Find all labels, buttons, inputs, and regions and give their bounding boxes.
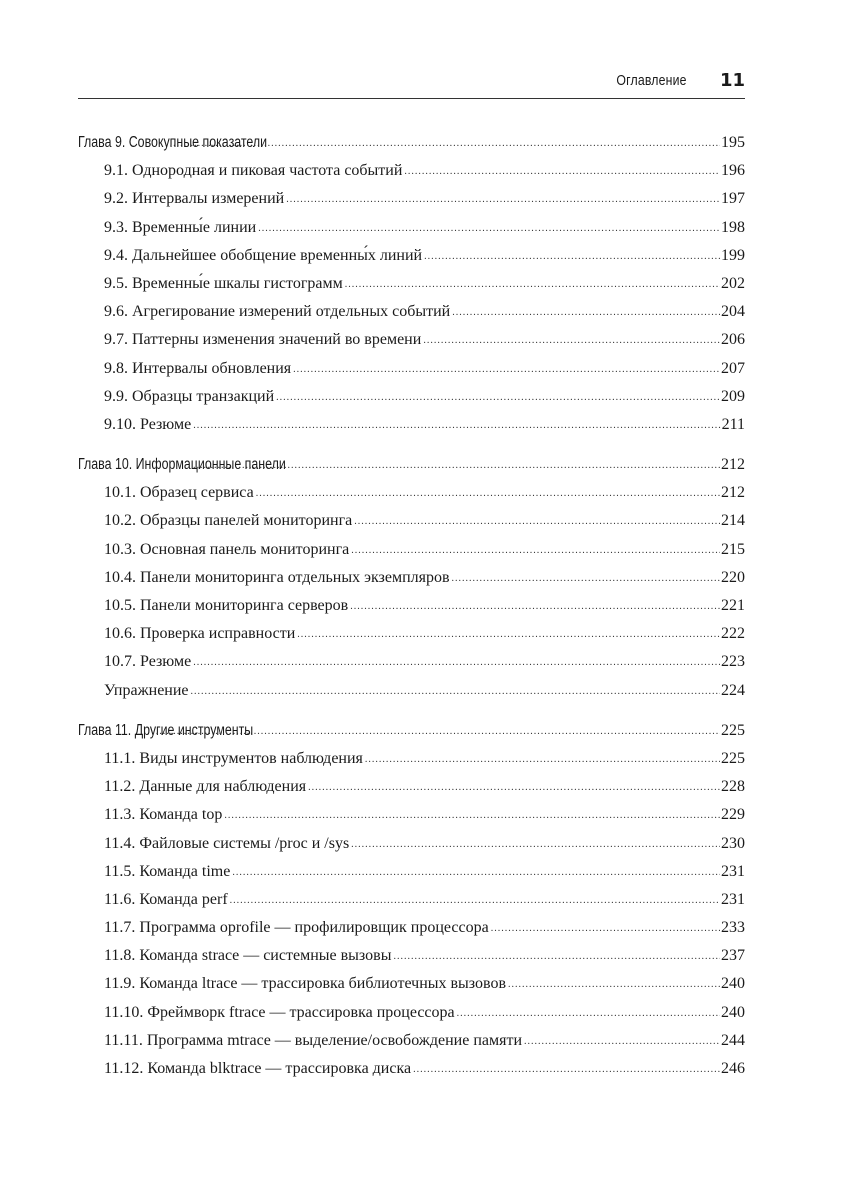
section-entry-title: 10.1. Образец сервиса: [104, 484, 254, 502]
section-entry[interactable]: [78, 750, 745, 778]
section-entry-title: 11.11. Программа mtrace — выделение/освобождение памяти: [104, 1031, 523, 1049]
section-entry[interactable]: [78, 1060, 745, 1088]
section-entry-page: 222: [721, 625, 745, 643]
section-entry-page: 198: [721, 218, 745, 236]
section-entry-page: 212: [721, 484, 745, 502]
section-entry-title: 11.1. Виды инструментов наблюдения: [104, 749, 363, 767]
header-page-number: 11: [719, 70, 745, 91]
dot-leader: [393, 951, 720, 962]
section-entry-page: 224: [721, 681, 745, 699]
section-entry[interactable]: [78, 388, 745, 416]
dot-leader: [232, 867, 720, 878]
section-entry-page: 225: [721, 749, 745, 767]
section-entry-page: 196: [721, 162, 745, 180]
section-entry[interactable]: [78, 891, 745, 919]
dot-leader: [365, 754, 720, 765]
section-entry[interactable]: [78, 512, 745, 540]
section-entry-title: 11.2. Данные для наблюдения: [104, 778, 307, 796]
dot-leader: [524, 1036, 720, 1047]
chapter-block: [78, 722, 745, 1088]
section-entry-page: 211: [721, 415, 745, 433]
section-entry-title: 11.3. Команда top: [104, 806, 223, 824]
section-entry-page: 230: [721, 834, 745, 852]
section-entry-title: 11.8. Команда strace — системные вызовы: [104, 947, 392, 965]
dot-leader: [491, 923, 720, 934]
section-entry-page: 215: [721, 540, 745, 558]
dot-leader: [224, 810, 720, 821]
section-entry-page: 221: [721, 597, 745, 614]
section-entry-title: 10.6. Проверка исправности: [104, 625, 296, 643]
section-entry-page: 228: [721, 778, 745, 796]
section-entry-title: 9.10. Резюме: [104, 415, 192, 433]
section-entry[interactable]: [78, 541, 745, 569]
chapter-entry-page: 212: [721, 456, 745, 474]
section-entry-title: 10.4. Панели мониторинга отдельных экземпляров: [104, 568, 450, 586]
section-entry-page: 237: [721, 947, 745, 965]
dot-leader: [508, 979, 720, 990]
dot-leader: [404, 166, 720, 177]
dot-leader: [193, 420, 720, 431]
section-entry[interactable]: [78, 947, 745, 975]
chapter-entry-title: Глава 10. Информационные панели: [78, 456, 286, 474]
section-entry[interactable]: [78, 1032, 745, 1060]
section-entry[interactable]: [78, 597, 745, 625]
chapter-entry[interactable]: [78, 134, 745, 162]
section-entry[interactable]: [78, 190, 745, 218]
section-entry-page: 244: [721, 1031, 745, 1049]
section-entry-page: 246: [721, 1060, 745, 1077]
section-entry[interactable]: [78, 275, 745, 303]
chapter-entry-page: 225: [721, 721, 745, 739]
section-entry[interactable]: [78, 653, 745, 681]
section-entry-title: 11.5. Команда time: [104, 862, 231, 880]
dot-leader: [457, 1008, 720, 1019]
section-entry[interactable]: [78, 162, 745, 190]
chapter-block: [78, 456, 745, 710]
section-entry[interactable]: [78, 360, 745, 388]
dot-leader: [286, 194, 720, 205]
dot-leader: [424, 251, 720, 262]
dot-leader: [293, 364, 720, 375]
section-entry[interactable]: [78, 625, 745, 653]
chapter-entry-title: Глава 11. Другие инструменты: [78, 721, 254, 739]
section-entry-page: 220: [721, 568, 745, 586]
chapter-entry-page: 195: [721, 134, 745, 151]
section-entry-title: 9.7. Паттерны изменения значений во времени: [104, 331, 422, 349]
dot-leader: [258, 223, 720, 234]
chapter-entry[interactable]: [78, 722, 745, 750]
dot-leader: [452, 573, 720, 584]
section-entry-title: 11.10. Фреймворк ftrace — трассировка процессора: [104, 1003, 455, 1021]
section-entry[interactable]: [78, 569, 745, 597]
section-entry-page: 223: [721, 653, 745, 671]
section-entry-page: 207: [721, 359, 745, 377]
section-entry-title: 10.5. Панели мониторинга серверов: [104, 597, 349, 614]
section-entry-title: 9.6. Агрегирование измерений отдельных событий: [104, 303, 451, 321]
section-entry[interactable]: [78, 416, 745, 444]
dot-leader: [350, 601, 720, 612]
section-entry[interactable]: [78, 484, 745, 512]
dot-leader: [351, 839, 720, 850]
dot-leader: [276, 392, 720, 403]
section-entry-page: 199: [721, 246, 745, 264]
dot-leader: [308, 782, 720, 793]
section-entry-page: 240: [721, 1003, 745, 1021]
dot-leader: [423, 335, 720, 346]
running-header: [78, 68, 745, 99]
section-entry-title: 9.2. Интервалы измерений: [104, 190, 285, 208]
section-entry[interactable]: [78, 247, 745, 275]
section-entry-title: 9.3. Временны́е линии: [104, 218, 257, 236]
section-entry-title: 10.7. Резюме: [104, 653, 192, 671]
section-entry-title: 11.4. Файловые системы /proc и /sys: [104, 834, 350, 852]
section-entry-title: Упражнение: [104, 681, 189, 699]
dot-leader: [191, 686, 720, 697]
chapter-block: [78, 134, 745, 444]
section-entry-title: 11.12. Команда blktrace — трассировка диска: [104, 1060, 412, 1077]
section-entry-title: 11.9. Команда ltrace — трассировка библиотечных вызовов: [104, 975, 507, 993]
dot-leader: [256, 488, 720, 499]
dot-leader: [345, 279, 720, 290]
dot-leader: [193, 657, 720, 668]
section-entry[interactable]: [78, 1004, 745, 1032]
section-entry-title: 9.5. Временны́е шкалы гистограмм: [104, 274, 343, 292]
section-entry-title: 11.6. Команда perf: [104, 890, 228, 908]
section-entry[interactable]: [78, 975, 745, 1003]
section-entry-page: 231: [721, 862, 745, 880]
section-entry-title: 10.2. Образцы панелей мониторинга: [104, 512, 353, 530]
chapter-entry-title: Глава 9. Совокупные показатели: [78, 134, 268, 151]
dot-leader: [351, 545, 720, 556]
section-entry-title: 9.9. Образцы транзакций: [104, 387, 275, 405]
section-entry[interactable]: [78, 303, 745, 331]
section-entry-page: 240: [721, 975, 745, 993]
header-title: Оглавление: [616, 72, 687, 89]
section-entry-title: 11.7. Программа oprofile — профилировщик процессора: [104, 919, 489, 937]
section-entry[interactable]: [78, 778, 745, 806]
section-entry[interactable]: [78, 219, 745, 247]
section-entry-title: 9.1. Однородная и пиковая частота событий: [104, 162, 403, 180]
dot-leader: [193, 460, 720, 471]
dot-leader: [297, 629, 720, 640]
section-entry-page: 229: [721, 806, 745, 824]
dot-leader: [452, 307, 720, 318]
section-entry[interactable]: [78, 331, 745, 359]
section-entry-title: 9.8. Интервалы обновления: [104, 359, 292, 377]
section-entry-page: 197: [721, 190, 745, 208]
section-entry-page: 233: [721, 919, 745, 937]
chapter-entry[interactable]: [78, 456, 745, 484]
section-entry-page: 231: [721, 890, 745, 908]
dot-leader: [413, 1064, 720, 1075]
section-entry-title: 10.3. Основная панель мониторинга: [104, 540, 350, 558]
section-entry-page: 206: [721, 331, 745, 349]
section-entry[interactable]: [78, 682, 745, 710]
section-entry[interactable]: [78, 835, 745, 863]
section-entry[interactable]: [78, 863, 745, 891]
section-entry-page: 209: [721, 387, 745, 405]
section-entry[interactable]: [78, 806, 745, 834]
section-entry-page: 214: [721, 512, 745, 530]
section-entry-page: 202: [721, 274, 745, 292]
section-entry[interactable]: [78, 919, 745, 947]
section-entry-title: 9.4. Дальнейшее обобщение временны́х линий: [104, 246, 423, 264]
dot-leader: [152, 726, 720, 737]
dot-leader: [230, 895, 720, 906]
dot-leader: [354, 516, 720, 527]
table-of-contents: [78, 134, 745, 1100]
dot-leader: [170, 138, 720, 149]
section-entry-page: 204: [721, 303, 745, 321]
